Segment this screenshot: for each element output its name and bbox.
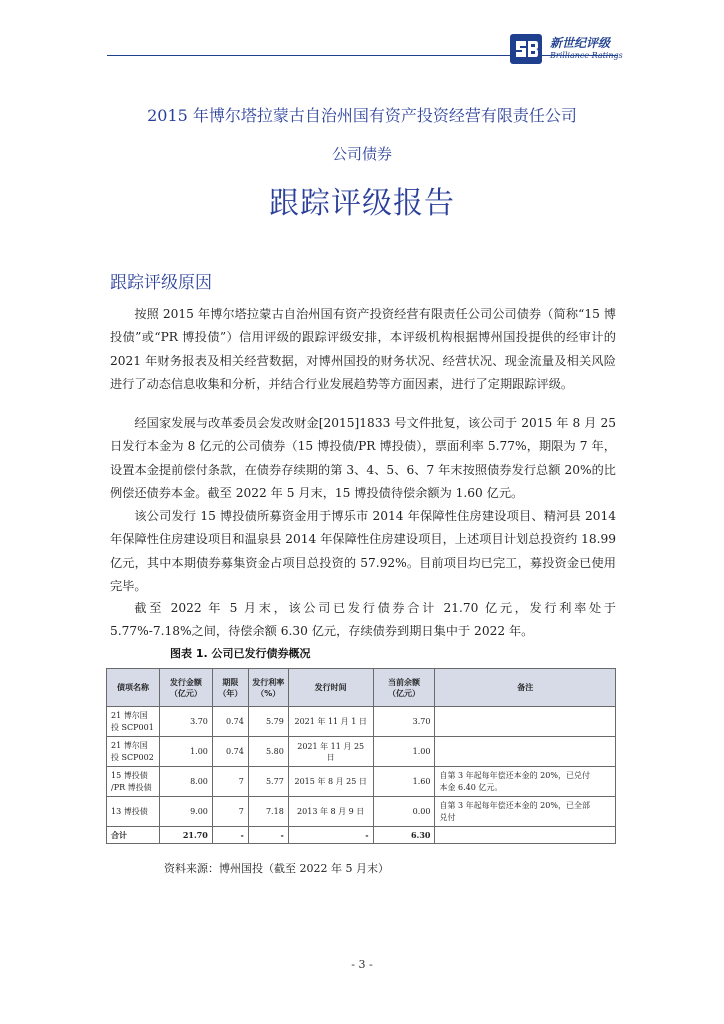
report-title-line2: 公司债券	[331, 145, 392, 163]
table-source: 资料来源：博州国投（截至 2022 年 5 月末）	[164, 862, 389, 875]
cell-balance: 3.70	[373, 707, 435, 737]
table-total-row	[107, 827, 616, 844]
paragraph-4: 截至 2022 年 5 月末，该公司已发行债券合计 21.70 亿元，发行利率处于 5.77%-7.18%之间，待偿余额 6.30 亿元，存续债券到期日集中于 2022 年。	[110, 601, 616, 639]
cell-term: 0.74	[212, 737, 248, 767]
cell-total-term: -	[212, 827, 248, 844]
paragraph-1: 按照 2015 年博尔塔拉蒙古自治州国有资产投资经营有限责任公司公司债券（简称“15 博投债”或“PR 博投债”）信用评级的跟踪评级安排，本评级机构根据博州国投提供的经审计的 2021 年财务报表及相关经营数据，对博州国投的财务状况、经营状况、现金流量及相关风险进行了动态信息收集和分析，并结合行业发展趋势等方面因素，进行了定期跟踪评级。	[110, 307, 616, 391]
paragraph-2: 经国家发展与改革委员会发改财金[2015]1833 号文件批复，该公司于 2015 年 8 月 25 日发行本金为 8 亿元的公司债券（15 博投债/PR 博投债），票面利率 5.77%，期限为 7 年，设置本金提前偿付条款，在债券存续期的第 3、4、5、6、7 年末按照债券发行总额 20%的比例偿还债券本金。截至 2022 年 5 月末，15 博投债待偿余额为 1.60 亿元。	[110, 416, 616, 500]
logo-text-cn: 新世纪评级	[550, 36, 611, 50]
table-row	[107, 707, 616, 737]
cell-rate: 5.79	[248, 707, 288, 737]
brand-logo	[510, 32, 622, 68]
cell-date: 2021 年 11 月 25 日	[288, 737, 373, 767]
cell-note	[435, 737, 616, 767]
cell-total-amount: 21.70	[159, 827, 212, 844]
cell-balance: 1.00	[373, 737, 435, 767]
cell-term: 7	[212, 797, 248, 827]
cell-total-note	[435, 827, 616, 844]
cell-name: 13 博投债	[107, 797, 160, 827]
cell-note	[435, 707, 616, 737]
cell-amount: 1.00	[159, 737, 212, 767]
table-header-row	[107, 669, 616, 707]
cell-balance: 1.60	[373, 767, 435, 797]
cell-amount: 8.00	[159, 767, 212, 797]
header-date: 发行时间	[288, 669, 373, 707]
header-rate: 发行利率 （%）	[248, 669, 288, 707]
cell-name: 21 博尔国 投 SCP002	[107, 737, 160, 767]
paragraph-3: 该公司发行 15 博投债所募资金用于博乐市 2014 年保障性住房建设项目、精河县 2014 年保障性住房建设项目和温泉县 2014 年保障性住房建设项目，上述项目计划总投资约 18.99 亿元，其中本期债券募集资金占项目总投资的 57.92%。目前项目均已完工，募投资金已使用完毕。	[110, 509, 616, 593]
cell-date: 2015 年 8 月 25 日	[288, 767, 373, 797]
header-name: 债项名称	[107, 669, 160, 707]
cell-name: 21 博尔国 投 SCP001	[107, 707, 160, 737]
table-row	[107, 797, 616, 827]
bond-table	[106, 668, 616, 844]
logo-text-en: Brilliance Ratings	[550, 51, 623, 60]
section-heading: 跟踪评级原因	[110, 273, 212, 293]
table-caption: 图表 1. 公司已发行债券概况	[170, 647, 311, 660]
cell-rate: 5.80	[248, 737, 288, 767]
cell-rate: 7.18	[248, 797, 288, 827]
cell-date: 2021 年 11 月 1 日	[288, 707, 373, 737]
cell-total-label: 合计	[107, 827, 160, 844]
report-title-line1: 2015 年博尔塔拉蒙古自治州国有资产投资经营有限责任公司	[147, 106, 577, 125]
cell-total-rate: -	[248, 827, 288, 844]
cell-total-date: -	[288, 827, 373, 844]
header-note: 备注	[435, 669, 616, 707]
cell-note: 自第 3 年起每年偿还本金的 20%，已全部 兑付	[435, 797, 616, 827]
cell-total-balance: 6.30	[373, 827, 435, 844]
cell-amount: 9.00	[159, 797, 212, 827]
header-balance: 当前余额 （亿元）	[373, 669, 435, 707]
cell-term: 0.74	[212, 707, 248, 737]
cell-amount: 3.70	[159, 707, 212, 737]
header-amount: 发行金额 （亿元）	[159, 669, 212, 707]
cell-date: 2013 年 8 月 9 日	[288, 797, 373, 827]
page-number: - 3 -	[351, 958, 373, 971]
table-row	[107, 737, 616, 767]
cell-name: 15 博投债 /PR 博投债	[107, 767, 160, 797]
cell-term: 7	[212, 767, 248, 797]
cell-rate: 5.77	[248, 767, 288, 797]
cell-balance: 0.00	[373, 797, 435, 827]
header-term: 期限 （年）	[212, 669, 248, 707]
report-title-main: 跟踪评级报告	[269, 186, 455, 221]
logo-mark-icon	[510, 34, 542, 64]
table-row	[107, 767, 616, 797]
cell-note: 自第 3 年起每年偿还本金的 20%，已兑付 本金 6.40 亿元。	[435, 767, 616, 797]
